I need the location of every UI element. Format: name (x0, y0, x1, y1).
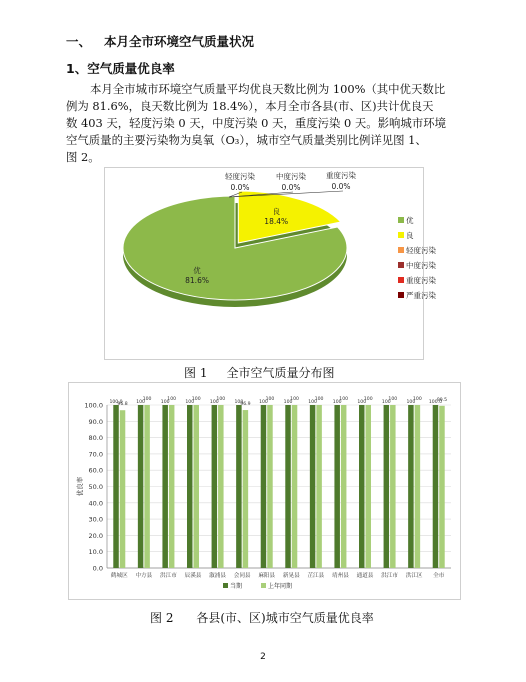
bar-current (113, 405, 119, 568)
bar-value-label: 100 (357, 400, 367, 405)
legend-swatch (223, 583, 228, 588)
pie-slice-value-label: 81.6% (185, 276, 209, 286)
pie-zero-label: 轻度污染 (225, 172, 255, 181)
y-tick-label: 50.0 (88, 483, 103, 491)
x-tick-label: 辰溪县 (184, 573, 202, 579)
y-tick-label: 100.0 (84, 401, 103, 410)
legend-swatch (398, 277, 404, 283)
paragraph-line: 图 2。 (66, 150, 100, 164)
bar-value-label: 100 (265, 397, 275, 402)
legend-label: 上年同期 (268, 583, 293, 590)
legend-swatch (398, 247, 404, 253)
bar-value-label: 100 (167, 397, 177, 402)
bar-value-label: 100 (160, 400, 170, 405)
bar-current (236, 405, 242, 568)
bar-current (261, 405, 267, 568)
bar-value-label: 100.0 (428, 400, 443, 405)
pie-slice-label: 良 (272, 206, 280, 216)
figure-1-frame (104, 167, 436, 360)
y-tick-label: 0.0 (92, 564, 103, 573)
bar-value-label: 100 (413, 397, 422, 402)
pie-zero-value-label: 0.0% (230, 183, 250, 192)
bar-value-label: 100 (142, 397, 152, 402)
section-title: 一、 本月全市环境空气质量状况 (66, 34, 255, 49)
x-tick-label: 洪江市 (381, 573, 398, 579)
bar-current (359, 405, 365, 568)
bar-value-label: 100 (191, 397, 201, 402)
y-tick-label: 90.0 (88, 417, 103, 426)
legend-label: 严重污染 (406, 291, 436, 300)
y-axis-title: 优良率 (76, 476, 84, 497)
y-tick-label: 30.0 (88, 515, 103, 524)
y-tick-label: 80.0 (88, 434, 103, 443)
x-tick-label: 全市 (433, 573, 445, 579)
x-tick-label: 洪江区 (405, 573, 423, 579)
paragraph-line: 空气质量的主要污染物为臭氧（O₃），城市空气质量类别比例详见图 1、 (66, 133, 427, 147)
y-tick-label: 20.0 (88, 531, 103, 540)
bar-value-label: 100 (406, 400, 416, 405)
bar-current (187, 405, 193, 568)
bar-last-year (366, 405, 372, 568)
bar-value-label: 100 (363, 397, 373, 402)
pie-slice-value-label: 18.4% (264, 216, 289, 226)
legend-label: 良 (406, 231, 414, 240)
subsection-title: 1、空气质量优良率 (66, 61, 175, 76)
bar-value-label: 100 (259, 400, 268, 405)
bar-value-label: 100 (308, 400, 317, 405)
legend-label: 重度污染 (406, 276, 436, 285)
paragraph-line: 本月全市城市环境空气质量平均优良天数比例为 100%（其中优天数比 (90, 82, 446, 96)
bar-value-label: 100 (314, 397, 324, 402)
x-tick-label: 溆浦县 (209, 573, 226, 579)
y-tick-label: 70.0 (88, 450, 103, 459)
figure-2-frame (68, 382, 461, 600)
x-tick-label: 洪江市 (160, 573, 177, 579)
bar-value-label: 100 (290, 397, 299, 402)
bar-value-label: 100.0 (109, 400, 123, 405)
bar-current (212, 405, 218, 568)
bar-value-label: 100 (381, 400, 391, 405)
legend-label: 中度污染 (406, 261, 436, 270)
bar-current (285, 405, 291, 568)
bar-value-label: 100 (216, 397, 226, 402)
bar-value-label: 100 (332, 400, 342, 405)
bar-last-year (194, 405, 200, 568)
bar-last-year (218, 405, 224, 568)
x-tick-label: 鹤城区 (110, 573, 128, 579)
y-tick-label: 60.0 (88, 466, 103, 475)
x-tick-label: 中方县 (135, 573, 153, 579)
y-tick-label: 10.0 (88, 548, 103, 557)
y-tick-label: 40.0 (88, 499, 103, 508)
x-tick-label: 麻阳县 (258, 573, 276, 579)
pie-slice-label: 优 (193, 266, 201, 276)
x-tick-label: 新晃县 (282, 573, 300, 579)
legend-swatch (398, 217, 404, 223)
bar-last-year (292, 405, 298, 568)
bar-last-year (415, 405, 421, 568)
bar-value-label: 99.5 (436, 397, 448, 403)
bar-value-label: 100 (234, 400, 244, 405)
legend-swatch (398, 262, 404, 268)
bar-value-label: 100 (339, 397, 349, 402)
bar-current (162, 405, 168, 568)
legend-label: 优 (406, 216, 414, 225)
figure-2-caption: 图 2 各县(市、区)城市空气质量优良率 (150, 611, 374, 625)
page-number: 2 (260, 652, 266, 662)
legend-swatch (261, 583, 266, 588)
x-tick-label: 靖州县 (332, 573, 349, 579)
bar-current (138, 405, 144, 568)
x-tick-label: 通道县 (356, 573, 374, 579)
bar-current (334, 405, 340, 568)
bar-value-label: 96.9 (240, 402, 251, 408)
bar-value-label: 96.8 (117, 402, 128, 408)
bar-chart (69, 383, 460, 599)
paragraph-line: 数 403 天，轻度污染 0 天，中度污染 0 天，重度污染 0 天。影响城市环境 (66, 116, 446, 130)
bar-value-label: 100 (283, 400, 293, 405)
pie-chart (105, 168, 436, 359)
bar-last-year (341, 405, 347, 568)
bar-current (433, 405, 439, 568)
pie-zero-value-label: 0.0% (331, 182, 351, 191)
bar-value-label: 100 (388, 397, 398, 402)
bar-current (384, 405, 390, 568)
bar-last-year (169, 405, 175, 568)
figure-1-caption: 图 1 全市空气质量分布图 (184, 366, 335, 380)
legend-label: 当期 (230, 583, 243, 590)
pie-zero-label: 中度污染 (276, 172, 306, 181)
bar-current (310, 405, 316, 568)
bar-last-year (439, 406, 445, 568)
legend-swatch (398, 292, 404, 298)
x-tick-label: 会同县 (233, 573, 251, 579)
bar-value-label: 100 (136, 400, 145, 405)
bar-last-year (316, 405, 322, 568)
bar-last-year (144, 405, 150, 568)
bar-value-label: 100 (209, 400, 219, 405)
pie-zero-value-label: 0.0% (281, 183, 301, 192)
legend-label: 轻度污染 (406, 246, 436, 255)
paragraph-line: 例为 81.6%，良天数比例为 18.4%），本月全市各县(市、区)共计优良天 (66, 99, 434, 113)
bar-last-year (390, 405, 396, 568)
bar-value-label: 100 (185, 400, 195, 405)
bar-last-year (243, 410, 249, 568)
pie-zero-label: 重度污染 (326, 171, 356, 180)
bar-current (408, 405, 414, 568)
bar-last-year (267, 405, 273, 568)
body-paragraph (66, 81, 460, 166)
bar-last-year (120, 410, 126, 568)
x-tick-label: 芷江县 (307, 573, 325, 579)
legend-swatch (398, 232, 404, 238)
